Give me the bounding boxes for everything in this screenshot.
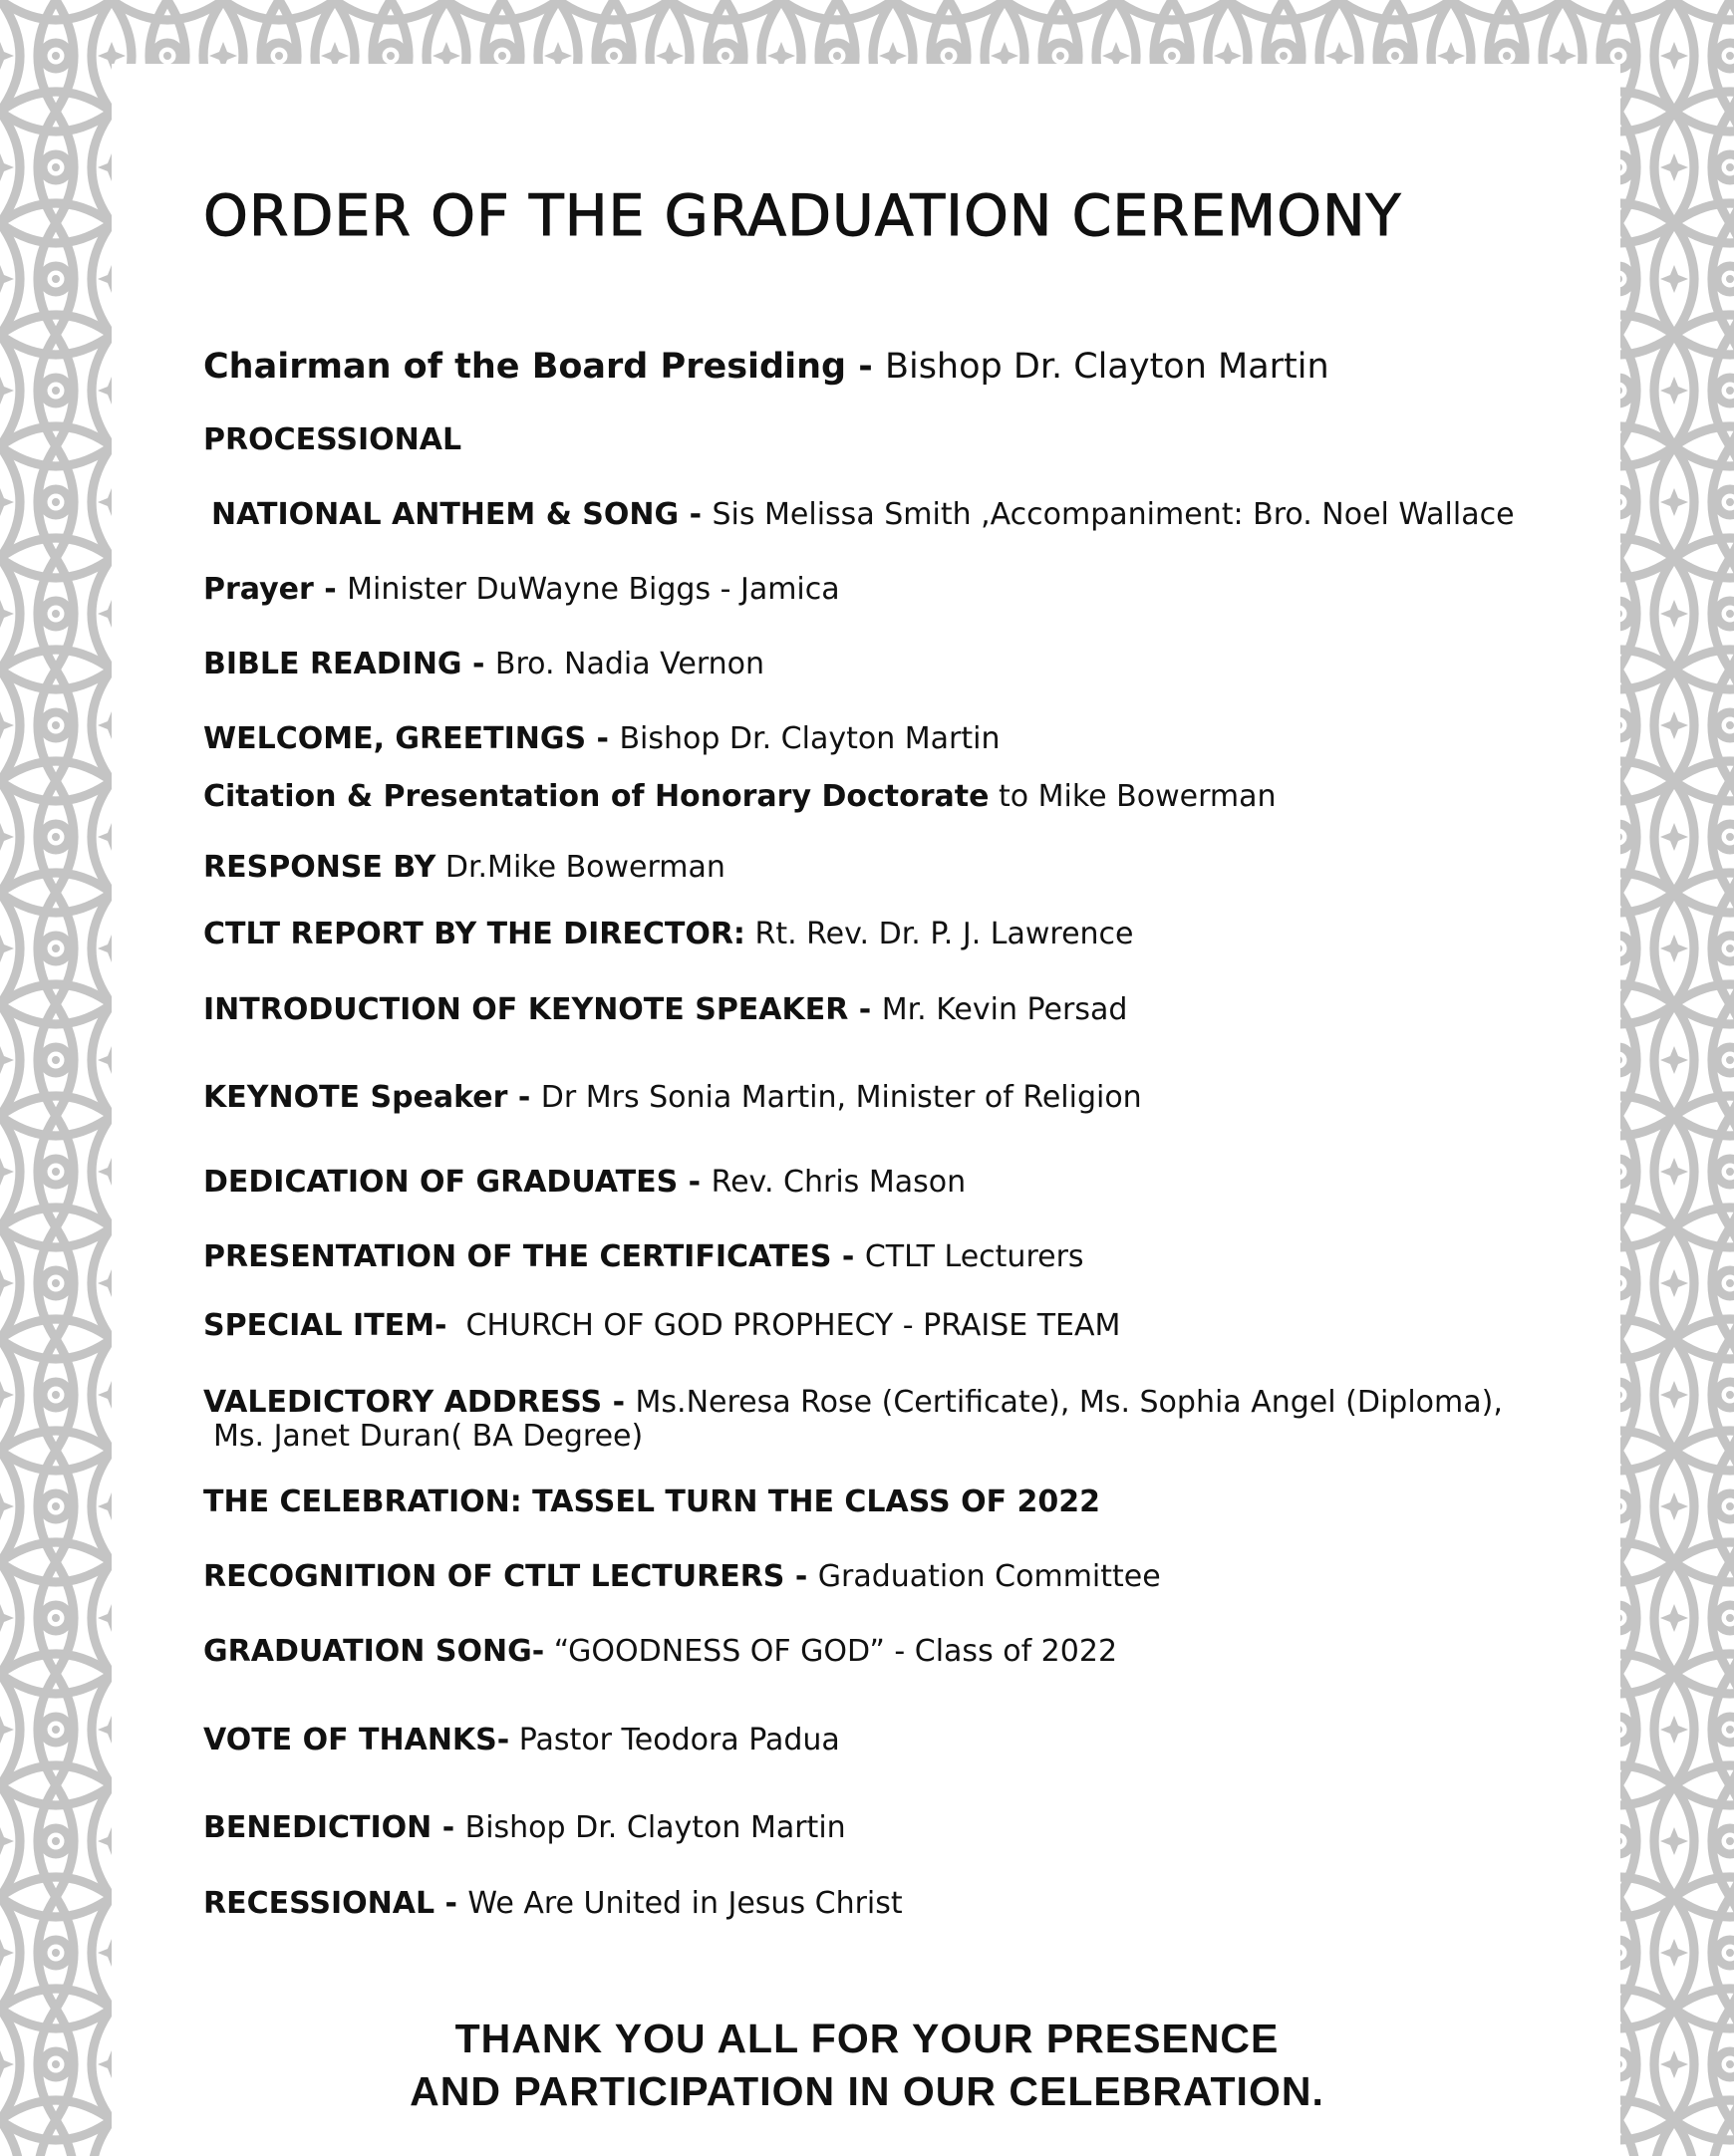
item-label: Citation & Presentation of Honorary Doctorate <box>203 779 990 814</box>
thank-you-line-2: AND PARTICIPATION IN OUR CELEBRATION. <box>410 2068 1324 2114</box>
item-certificates: PRESENTATION OF THE CERTIFICATES - CTLT Lecturers <box>203 1239 1084 1274</box>
item-recessional: RECESSIONAL - We Are United in Jesus Christ <box>203 1886 903 1921</box>
item-value: CTLT Lecturers <box>864 1239 1084 1274</box>
item-value: Rt. Rev. Dr. P. J. Lawrence <box>754 917 1134 951</box>
item-welcome: WELCOME, GREETINGS - Bishop Dr. Clayton Martin <box>203 721 1001 756</box>
item-value: Dr.Mike Bowerman <box>444 850 725 885</box>
item-label: DEDICATION OF GRADUATES <box>203 1165 679 1200</box>
item-value: Sis Melissa Smith ,Accompaniment: Bro. Noel Wallace <box>712 497 1515 532</box>
item-label: GRADUATION SONG- <box>203 1634 545 1669</box>
item-citation <box>203 779 1277 815</box>
item-label: THE CELEBRATION: TASSEL TURN THE CLASS OF 2022 <box>203 1484 1101 1519</box>
item-graduation-song <box>203 1634 1117 1670</box>
item-recognition: RECOGNITION OF CTLT LECTURERS - Graduation Committee <box>203 1559 1161 1594</box>
item-label: RECOGNITION OF CTLT LECTURERS <box>203 1559 785 1594</box>
item-value: to Mike Bowerman <box>998 779 1277 814</box>
item-value: Bro. Nadia Vernon <box>494 647 765 681</box>
item-label: SPECIAL ITEM- <box>203 1308 447 1343</box>
item-vote-of-thanks <box>203 1723 840 1758</box>
item-label: BIBLE READING <box>203 647 462 681</box>
item-valedictory: VALEDICTORY ADDRESS - Ms.Neresa Rose (Certificate), Ms. Sophia Angel (Diploma), Ms. Janet Duran( BA Degree) <box>203 1385 1503 1454</box>
item-label: RECESSIONAL <box>203 1886 435 1921</box>
item-value: Bishop Dr. Clayton Martin <box>464 1810 846 1845</box>
item-label: Prayer <box>203 572 314 607</box>
item-benediction: BENEDICTION - Bishop Dr. Clayton Martin <box>203 1810 846 1845</box>
item-value: We Are United in Jesus Christ <box>467 1886 903 1921</box>
item-value: “GOODNESS OF GOD” - Class of 2022 <box>553 1634 1118 1669</box>
item-value: Bishop Dr. Clayton Martin <box>884 347 1329 387</box>
item-value: Dr Mrs Sonia Martin, Minister of Religion <box>540 1080 1142 1115</box>
item-prayer: Prayer - Minister DuWayne Biggs - Jamica <box>203 572 840 607</box>
page-title: ORDER OF THE GRADUATION CEREMONY <box>203 183 1402 249</box>
item-ctlt-report <box>203 917 1134 952</box>
item-value: Ms.Neresa Rose (Certificate), Ms. Sophia Angel (Diploma), <box>635 1385 1503 1420</box>
item-label: INTRODUCTION OF KEYNOTE SPEAKER <box>203 992 849 1027</box>
item-celebration <box>203 1484 1100 1520</box>
item-value: Graduation Committee <box>817 1559 1161 1594</box>
item-label: VALEDICTORY ADDRESS <box>203 1385 603 1420</box>
item-label: PRESENTATION OF THE CERTIFICATES <box>203 1239 832 1274</box>
item-chairman: Chairman of the Board Presiding - Bishop Dr. Clayton Martin <box>203 347 1329 387</box>
item-value: CHURCH OF GOD PROPHECY - PRAISE TEAM <box>465 1308 1121 1343</box>
item-keynote-intro: INTRODUCTION OF KEYNOTE SPEAKER - Mr. Kevin Persad <box>203 992 1128 1027</box>
item-value: Minister DuWayne Biggs - Jamica <box>347 572 840 607</box>
item-label: RESPONSE BY <box>203 850 436 885</box>
item-value: Bishop Dr. Clayton Martin <box>619 721 1001 756</box>
item-label: WELCOME, GREETINGS <box>203 721 587 756</box>
item-value: Mr. Kevin Persad <box>881 992 1128 1027</box>
item-national-anthem: NATIONAL ANTHEM & SONG - Sis Melissa Smith ,Accompaniment: Bro. Noel Wallace <box>211 497 1515 532</box>
item-value: Pastor Teodora Padua <box>518 1723 840 1757</box>
item-label: CTLT REPORT BY THE DIRECTOR: <box>203 917 745 951</box>
item-label: BENEDICTION <box>203 1810 433 1845</box>
item-label: Chairman of the Board Presiding <box>203 347 847 387</box>
item-dedication: DEDICATION OF GRADUATES - Rev. Chris Mason <box>203 1165 967 1200</box>
item-value-line2: Ms. Janet Duran( BA Degree) <box>213 1419 644 1454</box>
item-keynote-speaker: KEYNOTE Speaker - Dr Mrs Sonia Martin, Minister of Religion <box>203 1080 1142 1115</box>
item-label: KEYNOTE Speaker <box>203 1080 508 1115</box>
thank-you-message <box>0 2013 1734 2118</box>
thank-you-line-1: THANK YOU ALL FOR YOUR PRESENCE <box>454 2016 1280 2061</box>
item-label: NATIONAL ANTHEM & SONG <box>211 497 680 532</box>
item-processional <box>203 422 461 458</box>
item-label: PROCESSIONAL <box>203 422 462 457</box>
item-value: Rev. Chris Mason <box>711 1165 967 1200</box>
item-response <box>203 850 725 886</box>
item-bible-reading: BIBLE READING - Bro. Nadia Vernon <box>203 647 765 681</box>
item-special <box>203 1308 1120 1344</box>
item-label: VOTE OF THANKS- <box>203 1723 510 1757</box>
